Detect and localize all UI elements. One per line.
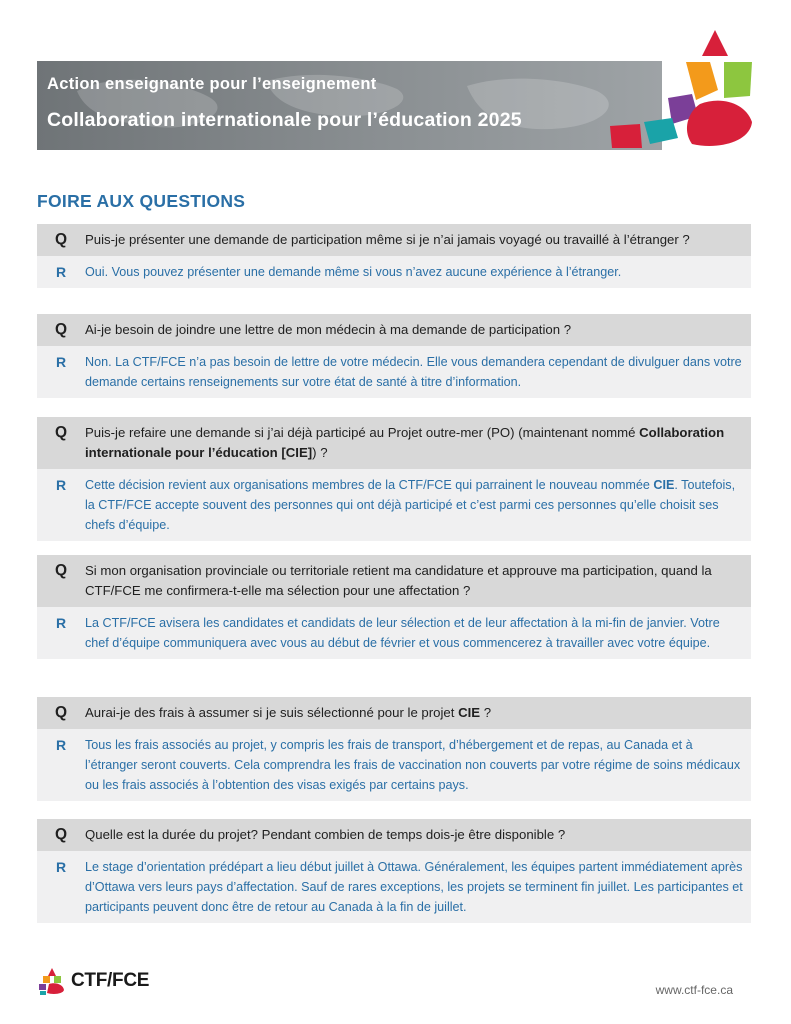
banner-subtitle: Action enseignante pour l’enseignement (47, 75, 377, 93)
footer-logo (37, 966, 149, 996)
footer-brand: CTF/FCE (71, 970, 150, 991)
answer-row (37, 256, 751, 288)
answer-row (37, 851, 751, 923)
answer-row (37, 729, 751, 801)
question-marker: Q (54, 231, 68, 248)
answer-marker: R (55, 477, 67, 493)
answer-row (37, 607, 751, 659)
banner-title: Collaboration internationale pour l’éducation 2025 (47, 109, 522, 131)
answer-marker: R (55, 615, 67, 631)
faq-item (37, 417, 751, 541)
question-text: Si mon organisation provinciale ou territoriale retient ma candidature et approuve ma participation, quand la CTF/FCE me confirmera-t-elle ma sélection pour une affectation ? (85, 563, 712, 598)
question-text-bold: CIE (458, 705, 481, 720)
page-heading: FOIRE AUX QUESTIONS (37, 191, 246, 211)
answer-text: Non. La CTF/FCE n’a pas besoin de lettre de votre médecin. Elle vous demandera cependant de divulguer dans votre demande certains renseignements sur votre état de santé à titre d’information. (85, 355, 742, 389)
question-row (37, 224, 751, 256)
answer-marker: R (55, 859, 67, 875)
question-text-bold: Collaboration internationale pour l’éducation [CIE] (85, 425, 725, 460)
faq-item (37, 224, 751, 288)
faq-item (37, 555, 751, 659)
question-row (37, 819, 751, 851)
answer-text-bold: CIE (653, 478, 675, 492)
question-marker: Q (54, 704, 68, 721)
question-row (37, 417, 751, 469)
question-text-part: Aurai-je des frais à assumer si je suis sélectionné pour le projet (85, 705, 459, 720)
ctf-flower-logo (600, 26, 760, 156)
question-row (37, 555, 751, 607)
answer-row (37, 346, 751, 398)
answer-marker: R (55, 354, 67, 370)
answer-text: Le stage d’orientation prédépart a lieu début juillet à Ottawa. Généralement, les équipes partent immédiatement après d’Ottawa vers leurs pays d’affectation. Sauf de rares exceptions, les projets se terminent fin juillet. Les participantes et participants peuvent donc être de retour au Canada à la fin de juillet. (85, 860, 743, 914)
question-row (37, 697, 751, 729)
question-marker: Q (54, 321, 68, 338)
answer-text-part: . Toutefois, la CTF/FCE accepte souvent des personnes qui ont déjà participé et c’est parmi ces personnes qu’elle choisit ses chefs d’équipe. (85, 478, 736, 532)
faq-item (37, 819, 751, 923)
question-text: Quelle est la durée du projet? Pendant combien de temps dois-je être disponible ? (85, 827, 566, 842)
question-text-part: ? (480, 705, 492, 720)
answer-text: Tous les frais associés au projet, y compris les frais de transport, d’hébergement et de repas, au Canada et à l’étranger seront couverts. Cela comprendra les frais de vaccination non couverts par votre régime de soins médicaux ou les frais associés à l’obtention des visas exigés par certains pays. (85, 738, 741, 792)
question-text: Puis-je présenter une demande de participation même si je n’ai jamais voyagé ou travaillé à l’étranger ? (85, 232, 690, 247)
question-marker: Q (54, 424, 68, 441)
question-text-part: Puis-je refaire une demande si j’ai déjà participé au Projet outre-mer (PO) (maintenant nommé (85, 425, 640, 440)
question-text-part: ) ? (312, 445, 328, 460)
answer-marker: R (55, 737, 67, 753)
question-text (85, 423, 751, 463)
answer-text: Oui. Vous pouvez présenter une demande même si vous n’avez aucune expérience à l’étranger. (85, 265, 622, 279)
faq-item (37, 697, 751, 801)
footer-url[interactable]: www.ctf-fce.ca (655, 983, 733, 997)
faq-item (37, 314, 751, 398)
header-banner (37, 61, 662, 150)
question-row (37, 314, 751, 346)
answer-text: La CTF/FCE avisera les candidates et candidats de leur sélection et de leur affectation à la mi-fin de janvier. Votre chef d’équipe communiquera avec vous au début de février et vous commencerez à travailler avec votre équipe. (85, 616, 720, 650)
question-marker: Q (54, 562, 68, 579)
ctf-small-flower-icon (37, 966, 67, 996)
answer-marker: R (55, 264, 67, 280)
answer-text (85, 475, 751, 535)
question-text (85, 703, 751, 723)
question-text: Ai-je besoin de joindre une lettre de mon médecin à ma demande de participation ? (85, 322, 572, 337)
answer-text-part: Cette décision revient aux organisations membres de la CTF/FCE qui parrainent le nouveau nommée (85, 478, 654, 492)
question-marker: Q (54, 826, 68, 843)
answer-row (37, 469, 751, 541)
